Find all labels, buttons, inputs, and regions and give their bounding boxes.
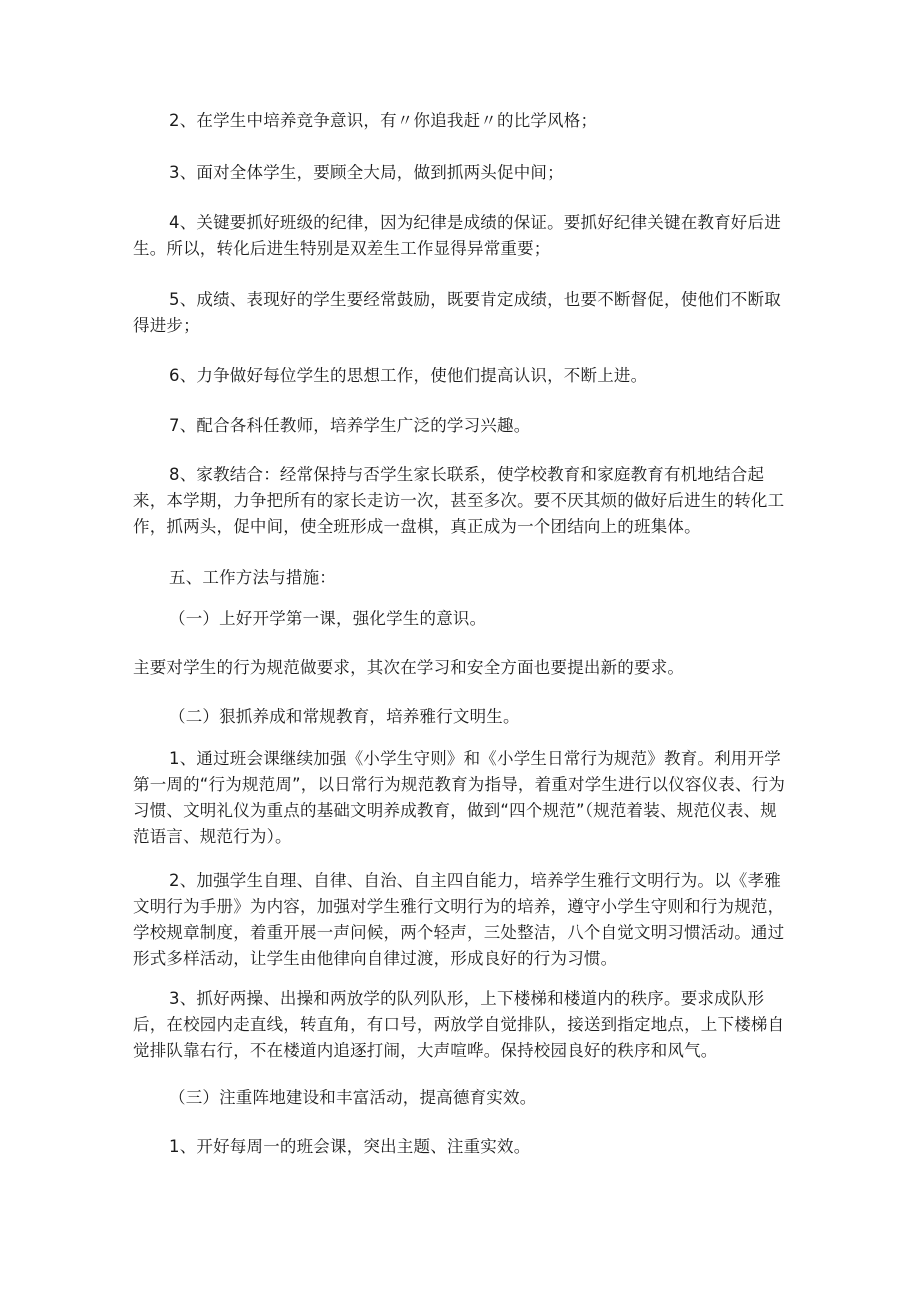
paragraph-class-meeting: 1、开好每周一的班会课，突出主题、注重实效。 [169, 1137, 531, 1156]
paragraph-behavior-requirements: 主要对学生的行为规范做要求，其次在学习和安全方面也要提出新的要求。 [133, 658, 685, 677]
subheading-activities: （三）注重阵地建设和丰富活动，提高德育实效。 [169, 1088, 537, 1107]
paragraph-goal-3: 3、面对全体学生，要顾全大局，做到抓两头促中间； [169, 163, 564, 182]
paragraph-measure-2: 2、加强学生自理、自律、自治、自主四自能力，培养学生雅行文明行为。以《孝雅文明行为手册》为内容，加强对学生雅行文明行为的培养，遵守小学生守则和行为规范，学校规章制度，着重开展一声问候，两个轻声，三处整洁，八个自觉文明习惯活动。通过形式多样活动，让学生由他律向自律过渡，形成良好的行为习惯。 [133, 871, 785, 968]
subheading-routine-education: （二）狠抓养成和常规教育，培养雅行文明生。 [169, 707, 520, 726]
paragraph-goal-4: 4、关键要抓好班级的纪律，因为纪律是成绩的保证。要抓好纪律关键在教育好后进生。所以，转化后进生特别是双差生工作显得异常重要； [133, 213, 781, 258]
paragraph-goal-2: 2、在学生中培养竞争意识，有〃你追我赶〃的比学风格； [169, 111, 598, 130]
paragraph-goal-5: 5、成绩、表现好的学生要经常鼓励，既要肯定成绩，也要不断督促，使他们不断取得进步； [133, 290, 781, 335]
paragraph-goal-6: 6、力争做好每位学生的思想工作，使他们提高认识，不断上进。 [169, 366, 648, 385]
subheading-first-lesson: （一）上好开学第一课，强化学生的意识。 [169, 609, 487, 628]
paragraph-goal-8: 8、家教结合：经常保持与否学生家长联系，使学校教育和家庭教育有机地结合起来，本学期，力争把所有的家长走访一次，甚至多次。要不厌其烦的做好后进生的转化工作，抓两头，促中间，使全班形成一盘棋，真正成为一个团结向上的班集体。 [133, 465, 785, 536]
paragraph-goal-7: 7、配合各科任教师，培养学生广泛的学习兴趣。 [169, 416, 531, 435]
paragraph-measure-3: 3、抓好两操、出操和两放学的队列队形，上下楼梯和楼道内的秩序。要求成队形后，在校园内走直线，转直角，有口号，两放学自觉排队，接送到指定地点，上下楼梯自觉排队靠右行，不在楼道内追逐打闹，大声喧哗。保持校园良好的秩序和风气。 [133, 989, 785, 1060]
paragraph-measure-1: 1、通过班会课继续加强《小学生守则》和《小学生日常行为规范》教育。利用开学第一周的“行为规范周”，以日常行为规范教育为指导，着重对学生进行以仪容仪表、行为习惯、文明礼仪为重点的基础文明养成教育，做到“四个规范”（规范着装、规范仪表、规范语言、规范行为）。 [133, 749, 786, 846]
section-heading-methods: 五、工作方法与措施： [169, 568, 336, 587]
